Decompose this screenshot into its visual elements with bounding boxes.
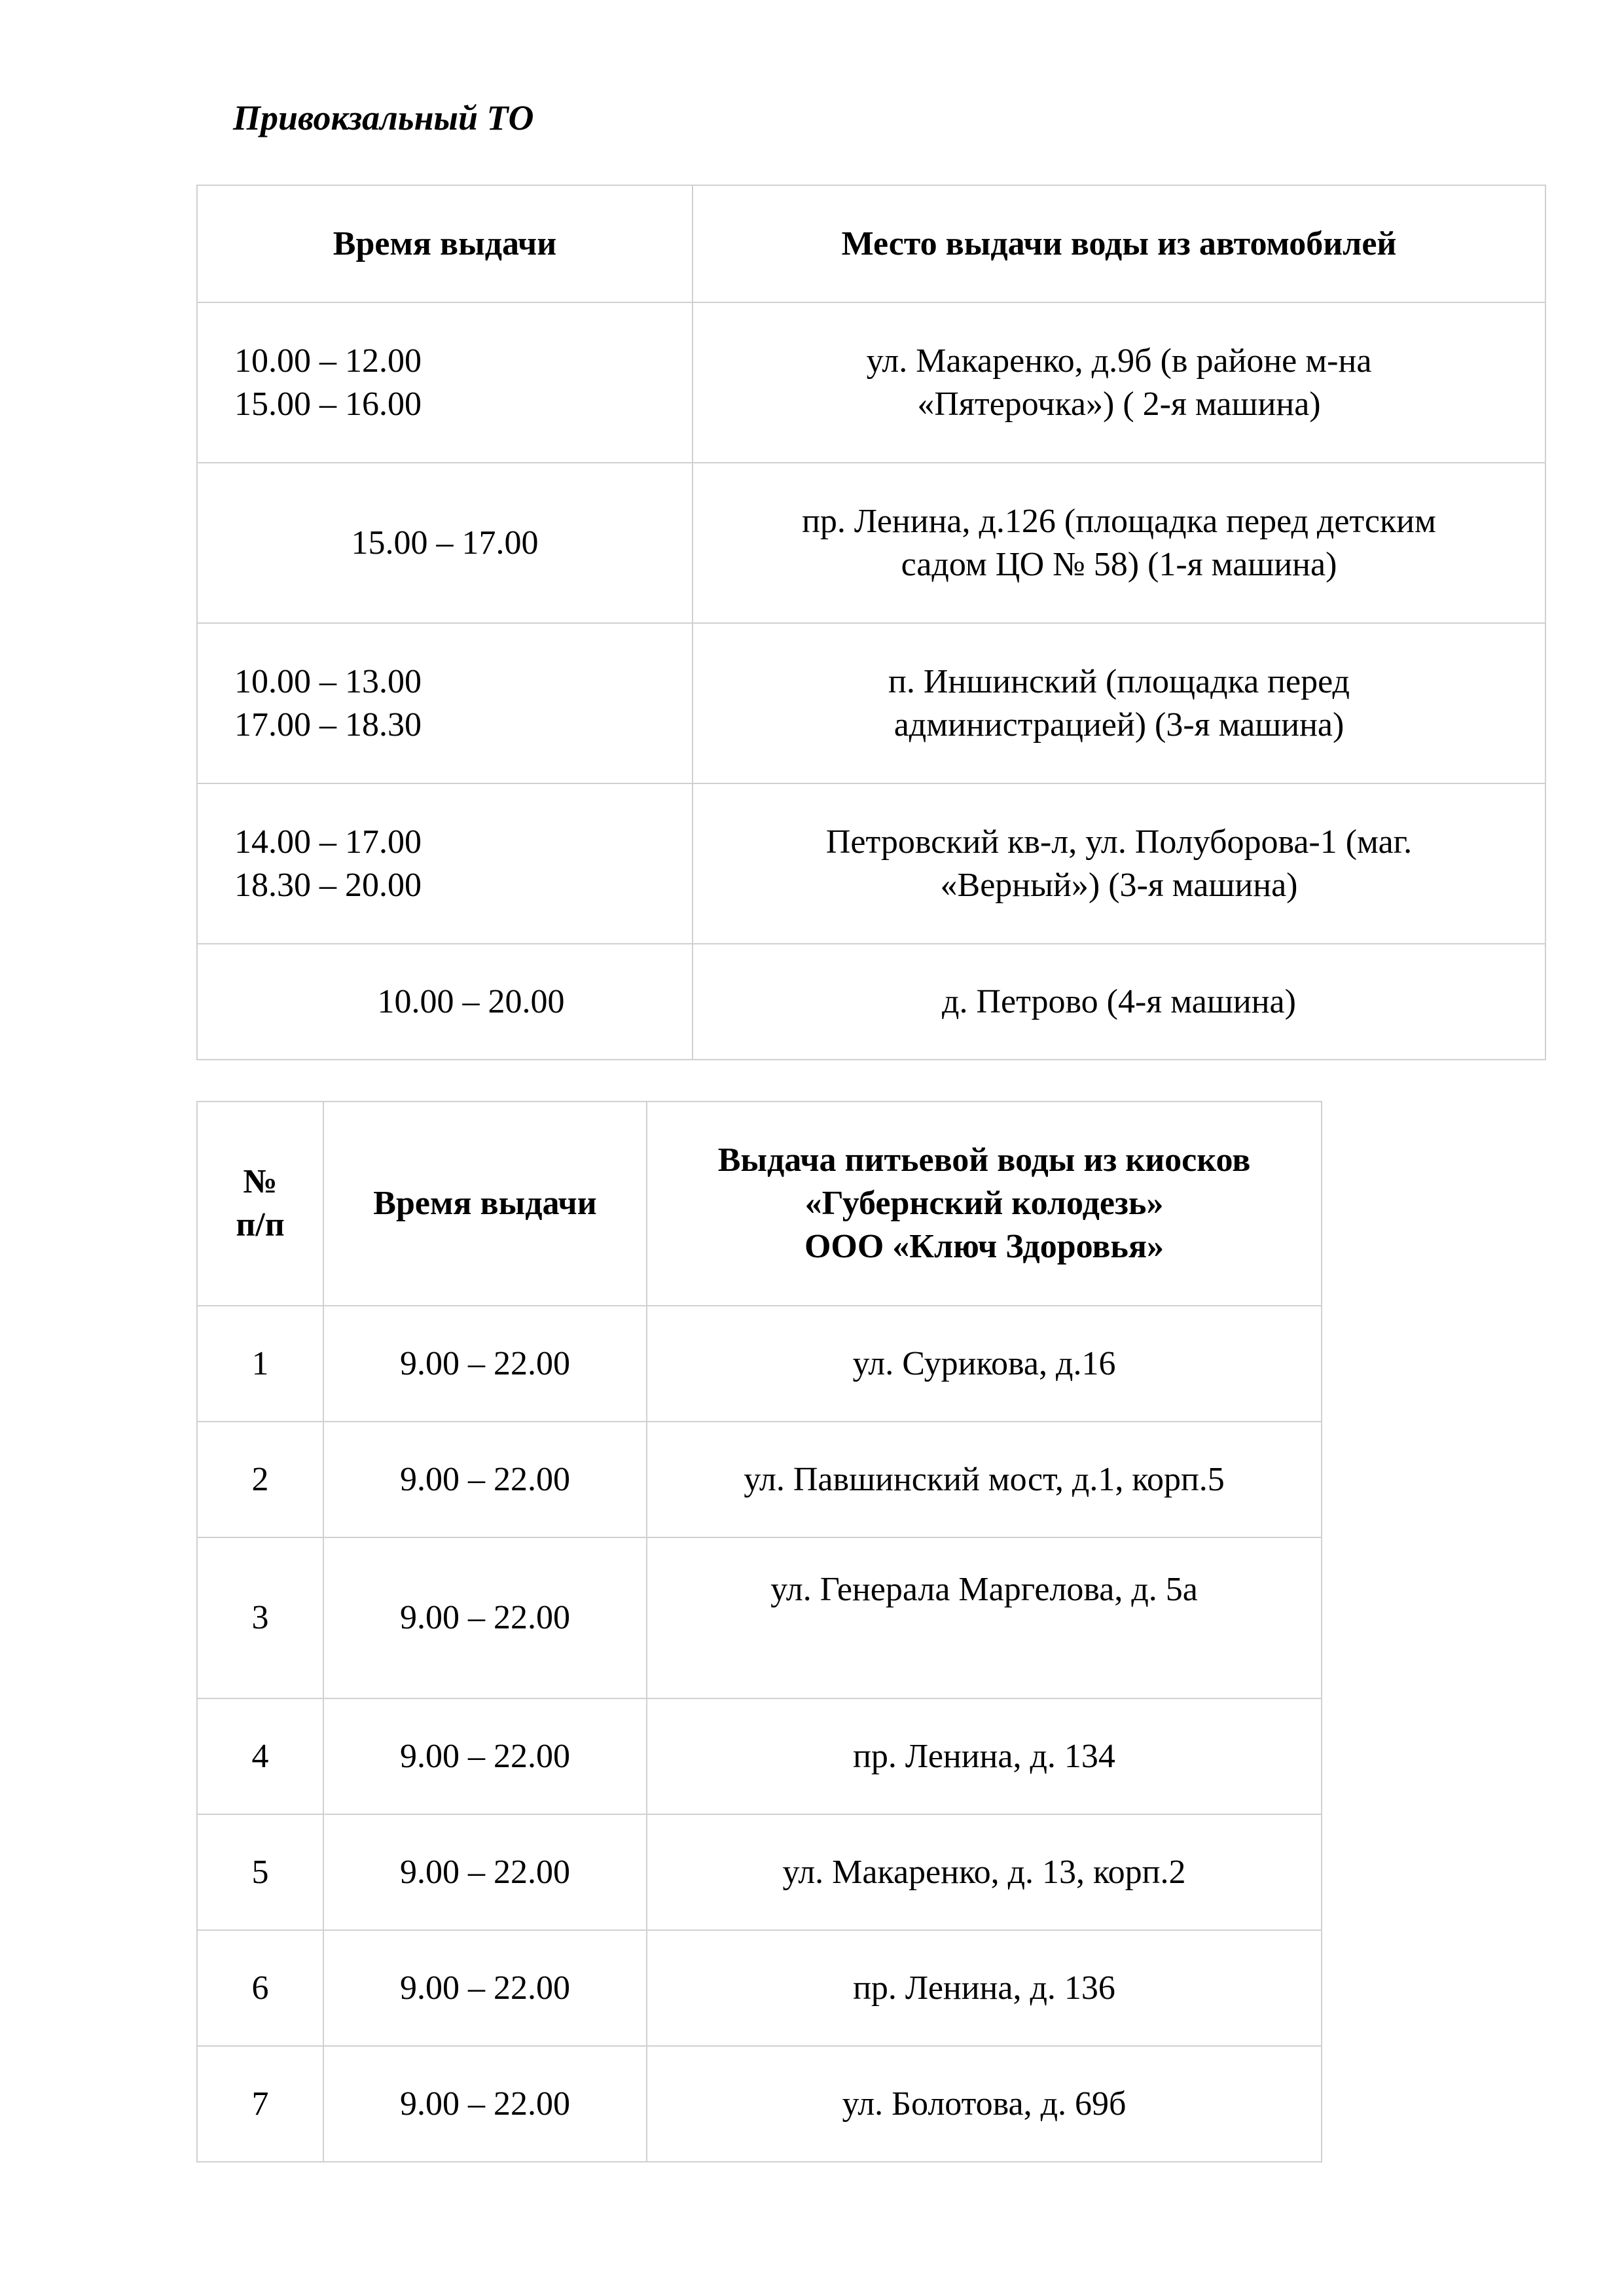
time-cell: 9.00 – 22.00 [323, 1930, 647, 2046]
header-time: Время выдачи [197, 185, 693, 302]
table-header-row [197, 185, 1545, 302]
place-cell: пр. Ленина, д. 136 [647, 1930, 1322, 2046]
place-cell: ул. Макаренко, д. 13, корп.2 [647, 1814, 1322, 1930]
place-cell: п. Иншинский (площадка перед администрацией) (3-я машина) [693, 623, 1545, 783]
row-number: 3 [197, 1537, 323, 1698]
kiosks-table [196, 1101, 1322, 2162]
time-cell: 9.00 – 22.00 [323, 1537, 647, 1698]
header-place: Выдача питьевой воды из киосков «Губернский колодезь» ООО «Ключ Здоровья» [647, 1102, 1322, 1306]
table-row [197, 623, 1545, 783]
table-header-row [197, 1102, 1322, 1306]
time-cell: 14.00 – 17.00 18.30 – 20.00 [197, 783, 693, 944]
time-cell: 9.00 – 22.00 [323, 1306, 647, 1422]
place-cell: ул. Павшинский мост, д.1, корп.5 [647, 1422, 1322, 1537]
table-row [197, 2046, 1322, 2162]
row-number: 4 [197, 1698, 323, 1814]
table-row [197, 783, 1545, 944]
time-cell: 9.00 – 22.00 [323, 2046, 647, 2162]
row-number: 2 [197, 1422, 323, 1537]
place-cell: д. Петрово (4-я машина) [693, 944, 1545, 1060]
place-cell: пр. Ленина, д. 134 [647, 1698, 1322, 1814]
time-cell: 10.00 – 12.00 15.00 – 16.00 [197, 302, 693, 463]
row-number: 6 [197, 1930, 323, 2046]
table-row [197, 1698, 1322, 1814]
place-cell: пр. Ленина, д.126 (площадка перед детским садом ЦО № 58) (1-я машина) [693, 463, 1545, 623]
table-row [197, 302, 1545, 463]
time-cell: 15.00 – 17.00 [197, 463, 693, 623]
time-cell: 9.00 – 22.00 [323, 1422, 647, 1537]
row-number: 7 [197, 2046, 323, 2162]
header-number: № п/п [197, 1102, 323, 1306]
table-row [197, 944, 1545, 1060]
table-row [197, 463, 1545, 623]
table-row [197, 1930, 1322, 2046]
place-cell: ул. Болотова, д. 69б [647, 2046, 1322, 2162]
header-place: Место выдачи воды из автомобилей [693, 185, 1545, 302]
row-number: 5 [197, 1814, 323, 1930]
table-row [197, 1422, 1322, 1537]
row-number: 1 [197, 1306, 323, 1422]
place-cell: Петровский кв-л, ул. Полуборова-1 (маг. «Верный») (3-я машина) [693, 783, 1545, 944]
water-trucks-table [196, 185, 1546, 1060]
table-row [197, 1814, 1322, 1930]
place-cell: ул. Генерала Маргелова, д. 5а [647, 1537, 1322, 1698]
table-row [197, 1537, 1322, 1698]
place-cell: ул. Макаренко, д.9б (в районе м-на «Пятерочка») ( 2-я машина) [693, 302, 1545, 463]
time-cell: 10.00 – 13.00 17.00 – 18.30 [197, 623, 693, 783]
time-cell: 9.00 – 22.00 [323, 1698, 647, 1814]
time-cell: 10.00 – 20.00 [197, 944, 693, 1060]
table-row [197, 1306, 1322, 1422]
place-cell: ул. Сурикова, д.16 [647, 1306, 1322, 1422]
time-cell: 9.00 – 22.00 [323, 1814, 647, 1930]
header-time: Время выдачи [323, 1102, 647, 1306]
document-title: Привокзальный ТО [233, 98, 534, 137]
